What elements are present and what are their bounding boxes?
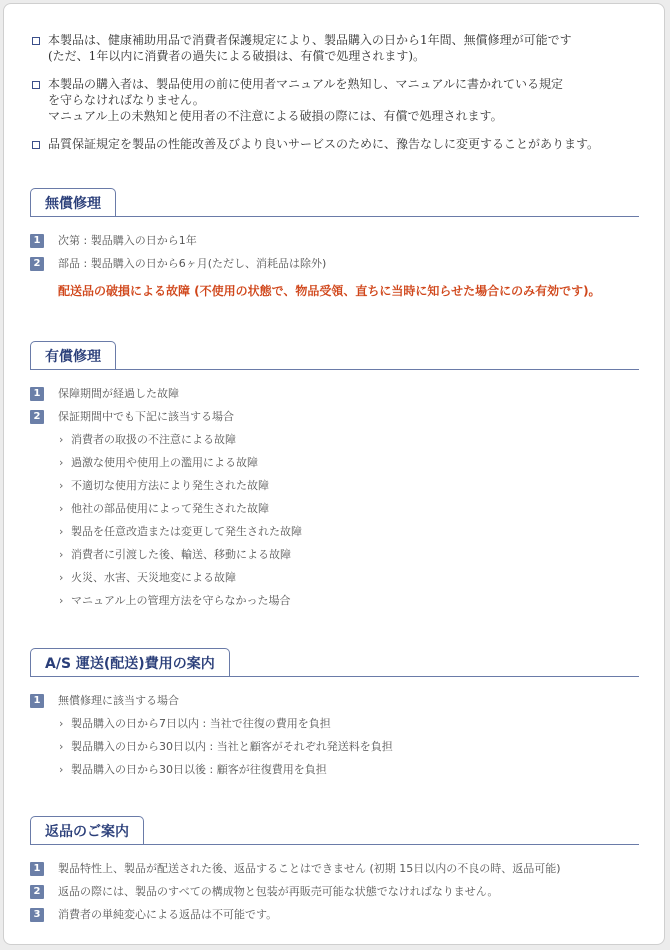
list-item <box>30 694 639 717</box>
section-title: A/S 運送(配送)費用の案内 <box>30 648 230 677</box>
sub-item <box>30 433 639 456</box>
list-item-text: 保証期間中でも下記に該当する場合 <box>58 410 234 423</box>
sub-item-text: 製品購入の日から30日以後 : 顧客が往復費用を負担 <box>71 763 327 776</box>
list-item <box>30 234 639 257</box>
number-badge: 2 <box>30 257 44 271</box>
number-badge: 2 <box>30 885 44 899</box>
list-item <box>30 257 639 280</box>
sub-item-text: 製品購入の日から7日以内 : 当社で往復の費用を負担 <box>71 717 331 730</box>
list-item-text: 部品 : 製品購入の日から6ヶ月(ただし、消耗品は除外) <box>58 257 327 270</box>
list-item-text: 返品の際には、製品のすべての構成物と包装が再販売可能な状態でなければなりません。 <box>58 885 499 898</box>
sub-item-text: マニュアル上の管理方法を守らなかった場合 <box>71 594 291 607</box>
number-badge: 1 <box>30 387 44 401</box>
sub-item <box>30 525 639 548</box>
sub-item <box>30 548 639 571</box>
sub-item-text: 他社の部品使用によって発生された故障 <box>71 502 269 515</box>
note-line: 品質保証規定を製品の性能改善及びより良いサービスのために、豫告なしに変更することがあります。 <box>48 137 600 151</box>
section-header <box>30 816 639 846</box>
chevron-right-icon: › <box>59 456 64 469</box>
list-item-text: 次第 : 製品購入の日から1年 <box>58 234 197 247</box>
chevron-right-icon: › <box>59 594 64 607</box>
section-divider <box>30 369 639 370</box>
note-line: 本製品は、健康補助用品で消費者保護規定により、製品購入の日から1年間、無償修理が可能です <box>48 33 572 47</box>
warning-text: 配送品の破損による故障 (不使用の状態で、物品受領、直ちに当時に知らせた場合にのみ有効です)。 <box>58 284 601 298</box>
number-badge: 3 <box>30 908 44 922</box>
note-item <box>32 32 652 64</box>
chevron-right-icon: › <box>59 502 64 515</box>
chevron-right-icon: › <box>59 571 64 584</box>
number-badge: 2 <box>30 410 44 424</box>
list-item-text: 製品特性上、製品が配送された後、返品することはできません (初期 15日以内の不良の時、返品可能) <box>58 862 561 875</box>
chevron-right-icon: › <box>59 763 64 776</box>
square-bullet-icon <box>32 141 40 149</box>
section-header <box>30 188 639 218</box>
free-repair-section <box>30 188 639 305</box>
list-item-text: 消費者の単純変心による返品は不可能です。 <box>58 908 278 921</box>
section-title: 有償修理 <box>30 341 116 370</box>
sub-item <box>30 456 639 479</box>
chevron-right-icon: › <box>59 717 64 730</box>
shipping-section <box>30 648 639 786</box>
number-badge: 1 <box>30 234 44 248</box>
section-divider <box>30 216 639 217</box>
notes-list <box>32 32 652 164</box>
chevron-right-icon: › <box>59 433 64 446</box>
sub-item-text: 製品購入の日から30日以内 : 当社と顧客がそれぞれ発送料を負担 <box>71 740 393 753</box>
number-badge: 1 <box>30 694 44 708</box>
list-item-text: 無償修理に該当する場合 <box>58 694 179 707</box>
section-header <box>30 648 639 678</box>
section-title: 無償修理 <box>30 188 116 217</box>
list-item <box>30 862 639 885</box>
chevron-right-icon: › <box>59 740 64 753</box>
note-item <box>32 76 652 124</box>
chevron-right-icon: › <box>59 525 64 538</box>
list-item <box>30 908 639 931</box>
sub-item <box>30 763 639 786</box>
square-bullet-icon <box>32 37 40 45</box>
number-badge: 1 <box>30 862 44 876</box>
returns-section <box>30 816 639 931</box>
list-item <box>30 885 639 908</box>
section-divider <box>30 844 639 845</box>
sub-item <box>30 740 639 763</box>
note-line: 本製品の購入者は、製品使用の前に使用者マニュアルを熟知し、マニュアルに書かれている規定 <box>48 77 564 91</box>
sub-item <box>30 479 639 502</box>
list-item-text: 保障期間が経過した故障 <box>58 387 179 400</box>
chevron-right-icon: › <box>59 548 64 561</box>
square-bullet-icon <box>32 81 40 89</box>
section-divider <box>30 676 639 677</box>
sub-item <box>30 717 639 740</box>
section-header <box>30 341 639 371</box>
note-line: マニュアル上の未熟知と使用者の不注意による破損の際には、有償で処理されます。 <box>48 109 503 123</box>
chevron-right-icon: › <box>59 479 64 492</box>
sub-item-text: 消費者の取扱の不注意による故障 <box>71 433 236 446</box>
sub-item-text: 製品を任意改造または変更して発生された故障 <box>71 525 302 538</box>
sub-item <box>30 571 639 594</box>
note-line: (ただ、1年以内に消費者の過失による破損は、有償で処理されます)。 <box>48 49 426 63</box>
list-item <box>30 387 639 410</box>
sub-item-text: 火災、水害、天災地変による故障 <box>71 571 236 584</box>
sub-item <box>30 594 639 617</box>
note-line: を守らなければなりません。 <box>48 93 205 107</box>
paid-repair-section <box>30 341 639 617</box>
sub-item-text: 過激な使用や使用上の濫用による故障 <box>71 456 258 469</box>
section-title: 返品のご案内 <box>30 816 144 845</box>
sub-item-text: 消費者に引渡した後、輸送、移動による故障 <box>71 548 291 561</box>
sub-item-text: 不適切な使用方法により発生された故障 <box>71 479 269 492</box>
list-item <box>30 410 639 433</box>
sub-item <box>30 502 639 525</box>
note-item <box>32 136 652 152</box>
